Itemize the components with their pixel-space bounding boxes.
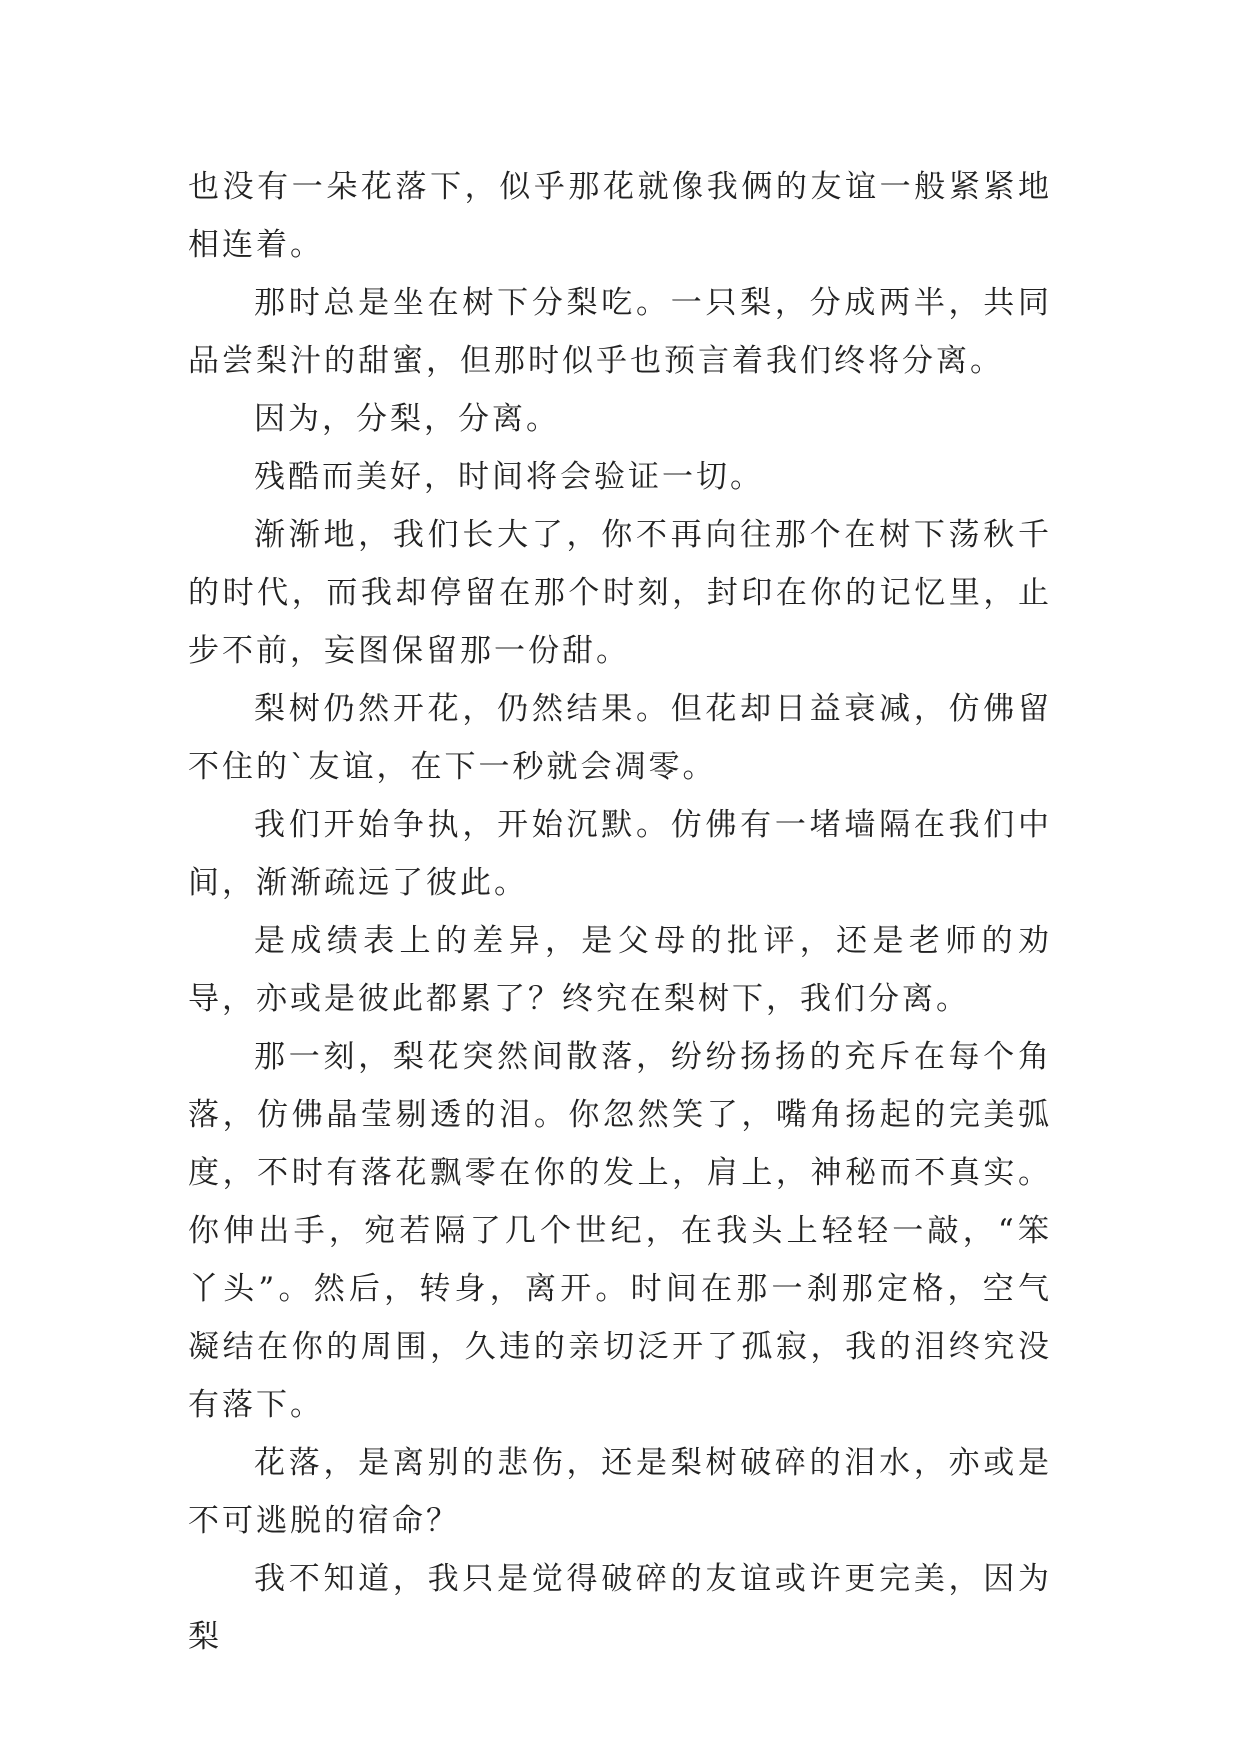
paragraph-1: 也没有一朵花落下，似乎那花就像我俩的友谊一般紧紧地相连着。 — [188, 169, 1052, 263]
paragraph-7: 我们开始争执，开始沉默。仿佛有一堵墙隔在我们中间，渐渐疏远了彼此。 — [188, 807, 1052, 901]
paragraph-5: 渐渐地，我们长大了，你不再向往那个在树下荡秋千的时代，而我却停留在那个时刻，封印在你的记忆里，止步不前，妄图保留那一份甜。 — [188, 517, 1052, 669]
paragraph-3: 因为，分梨，分离。 — [254, 401, 560, 437]
paragraph-9: 那一刻，梨花突然间散落，纷纷扬扬的充斥在每个角落，仿佛晶莹剔透的泪。你忽然笑了，嘴角扬起的完美弧度，不时有落花飘零在你的发上，肩上，神秘而不真实。你伸出手，宛若隔了几个世纪，在我头上轻轻一敲，“笨丫头”。然后，转身，离开。时间在那一刹那定格，空气凝结在你的周围，久违的亲切泛开了孤寂，我的泪终究没有落下。 — [188, 1039, 1052, 1423]
paragraph-11: 我不知道，我只是觉得破碎的友谊或许更完美，因为梨 — [188, 1561, 1052, 1655]
body-text — [188, 158, 1052, 1666]
paragraph-2: 那时总是坐在树下分梨吃。一只梨，分成两半，共同品尝梨汁的甜蜜，但那时似乎也预言着我们终将分离。 — [188, 285, 1052, 379]
paragraph-8: 是成绩表上的差异，是父母的批评，还是老师的劝导，亦或是彼此都累了？终究在梨树下，我们分离。 — [188, 923, 1052, 1017]
paragraph-4: 残酷而美好，时间将会验证一切。 — [254, 459, 764, 495]
paragraph-6: 梨树仍然开花，仍然结果。但花却日益衰减，仿佛留不住的`友谊，在下一秒就会凋零。 — [188, 691, 1052, 785]
paragraph-10: 花落，是离别的悲伤，还是梨树破碎的泪水，亦或是不可逃脱的宿命？ — [188, 1445, 1052, 1539]
